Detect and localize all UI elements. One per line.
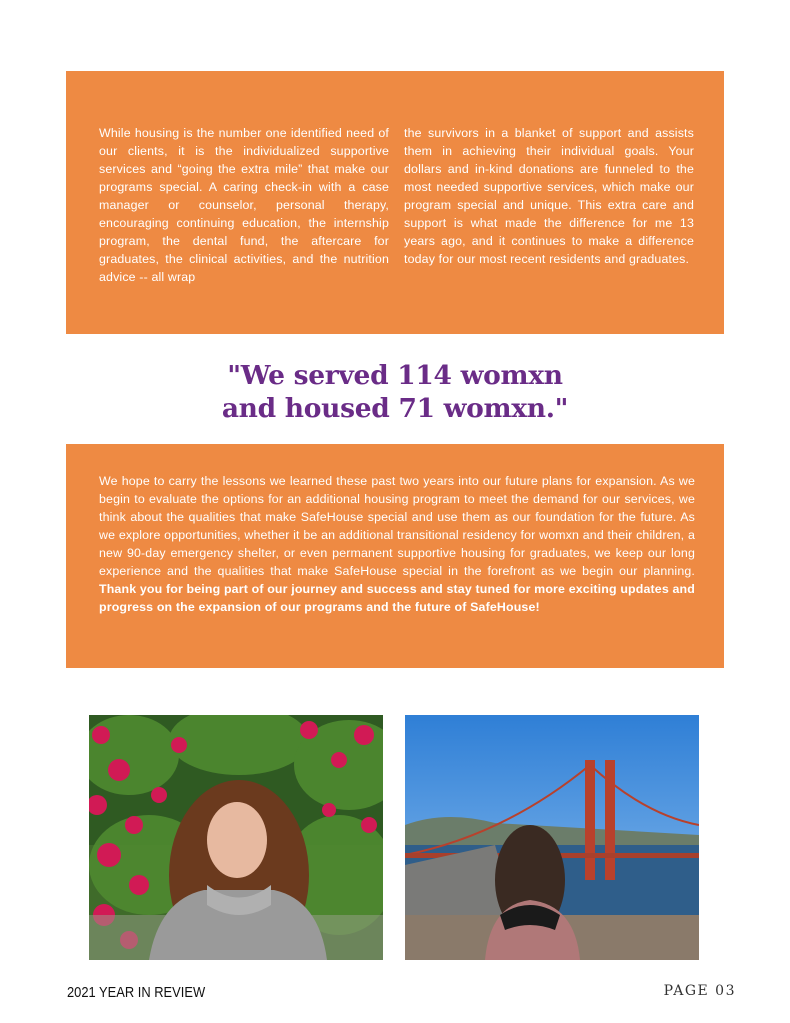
future-plans-box [66, 444, 724, 668]
golden-gate-photo [405, 715, 699, 960]
portrait-photo [89, 715, 383, 960]
future-plans-text: We hope to carry the lessons we learned these past two years into our future plans for expansion. As we begin to evaluate the options for an additional housing program to meet the demand for our services, we think about the qualities that make SafeHouse special and use them as our foundation for the future. As we explore opportunities, whether it be an additional transitional residency for womxn and their children, a new 90-day emergency shelter, or even permanent supportive housing for graduates, we keep our long experience and the qualities that make SafeHouse special in the forefront as we begin our planning. [99, 474, 695, 578]
thank-you-text: Thank you for being part of our journey and success and stay tuned for more exciting updates and progress on the expansion of our programs and the future of SafeHouse! [99, 582, 695, 614]
page-number: PAGE 03 [663, 983, 736, 999]
intro-text-box [66, 71, 724, 334]
portrait-photo-image [89, 715, 383, 960]
intro-left-column: While housing is the number one identified need of our clients, it is the individualized supportive services and “going the extra mile” that make our programs special. A caring check-in with a case manager or counselor, personal therapy, encouraging continuing education, the internship program, the dental fund, the aftercare for graduates, the clinical activities, and the nutrition advice -- all wrap [99, 126, 389, 284]
future-plans-paragraph [99, 472, 695, 616]
pull-quote-line-2: and housed 71 womxn." [221, 393, 569, 424]
pull-quote [0, 359, 790, 425]
pull-quote-line-1: "We served 114 womxn [227, 360, 563, 391]
intro-right-column: the survivors in a blanket of support and assists them in achieving their individual goals. Your dollars and in-kind donations are funneled to the most needed supportive services, which make our program special and unique. This extra care and support is what made the difference for me 13 years ago, and it continues to make a difference today for our most recent residents and graduates. [404, 126, 694, 266]
golden-gate-photo-image [405, 715, 699, 960]
report-title: 2021 YEAR IN REVIEW [67, 984, 206, 1001]
